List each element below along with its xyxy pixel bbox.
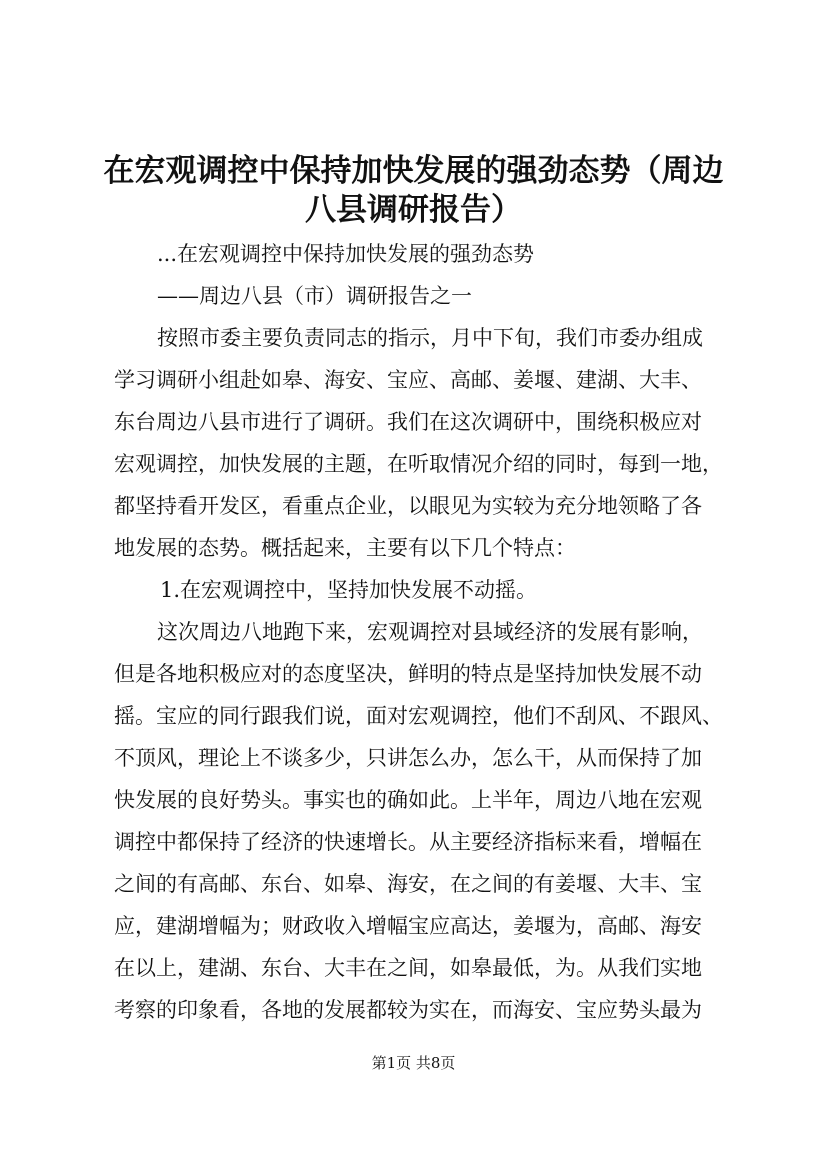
subtitle-line: ...在宏观调控中保持加快发展的强劲态势 (157, 242, 535, 266)
document-title-line-1: 在宏观调控中保持加快发展的强劲态势（周边 (103, 153, 724, 189)
section-heading: 1.在宏观调控中，坚持加快发展不动摇。 (160, 578, 538, 602)
paragraph-line: 宏观调控，加快发展的主题，在听取情况介绍的同时，每到一地， (114, 452, 723, 476)
document-title-line-2: 八县调研报告） (305, 192, 522, 228)
paragraph-line: 这次周边八地跑下来，宏观调控对县域经济的发展有影响， (157, 620, 703, 644)
subtitle-series-line: ——周边八县（市）调研报告之一 (157, 284, 472, 308)
paragraph-line: 不顶风，理论上不谈多少，只讲怎么办，怎么干，从而保持了加 (114, 746, 702, 770)
paragraph-line: 都坚持看开发区，看重点企业，以眼见为实较为充分地领略了各 (114, 494, 702, 518)
paragraph-line: 调控中都保持了经济的快速增长。从主要经济指标来看，增幅在 (114, 830, 702, 854)
paragraph-line: 但是各地积极应对的态度坚决，鲜明的特点是坚持加快发展不动 (114, 662, 702, 686)
paragraph-line: 快发展的良好势头。事实也的确如此。上半年，周边八地在宏观 (114, 788, 702, 812)
paragraph-line: 地发展的态势。概括起来，主要有以下几个特点： (114, 536, 576, 560)
paragraph-line: 在以上，建湖、东台、大丰在之间，如皋最低，为。从我们实地 (114, 956, 702, 980)
paragraph-line: 学习调研小组赴如皋、海安、宝应、高邮、姜堰、建湖、大丰、 (114, 368, 702, 392)
paragraph-line: 考察的印象看，各地的发展都较为实在，而海安、宝应势头最为 (114, 998, 702, 1022)
paragraph-line: 应，建湖增幅为；财政收入增幅宝应高达，姜堰为，高邮、海安 (114, 914, 702, 938)
paragraph-line: 摇。宝应的同行跟我们说，面对宏观调控，他们不刮风、不跟风、 (114, 704, 723, 728)
paragraph-line: 之间的有高邮、东台、如皋、海安，在之间的有姜堰、大丰、宝 (114, 872, 702, 896)
page-footer: 第1页 共8页 (371, 1054, 456, 1072)
paragraph-line: 东台周边八县市进行了调研。我们在这次调研中，围绕积极应对 (114, 410, 702, 434)
paragraph-line: 按照市委主要负责同志的指示，月中下旬，我们市委办组成 (157, 326, 703, 350)
